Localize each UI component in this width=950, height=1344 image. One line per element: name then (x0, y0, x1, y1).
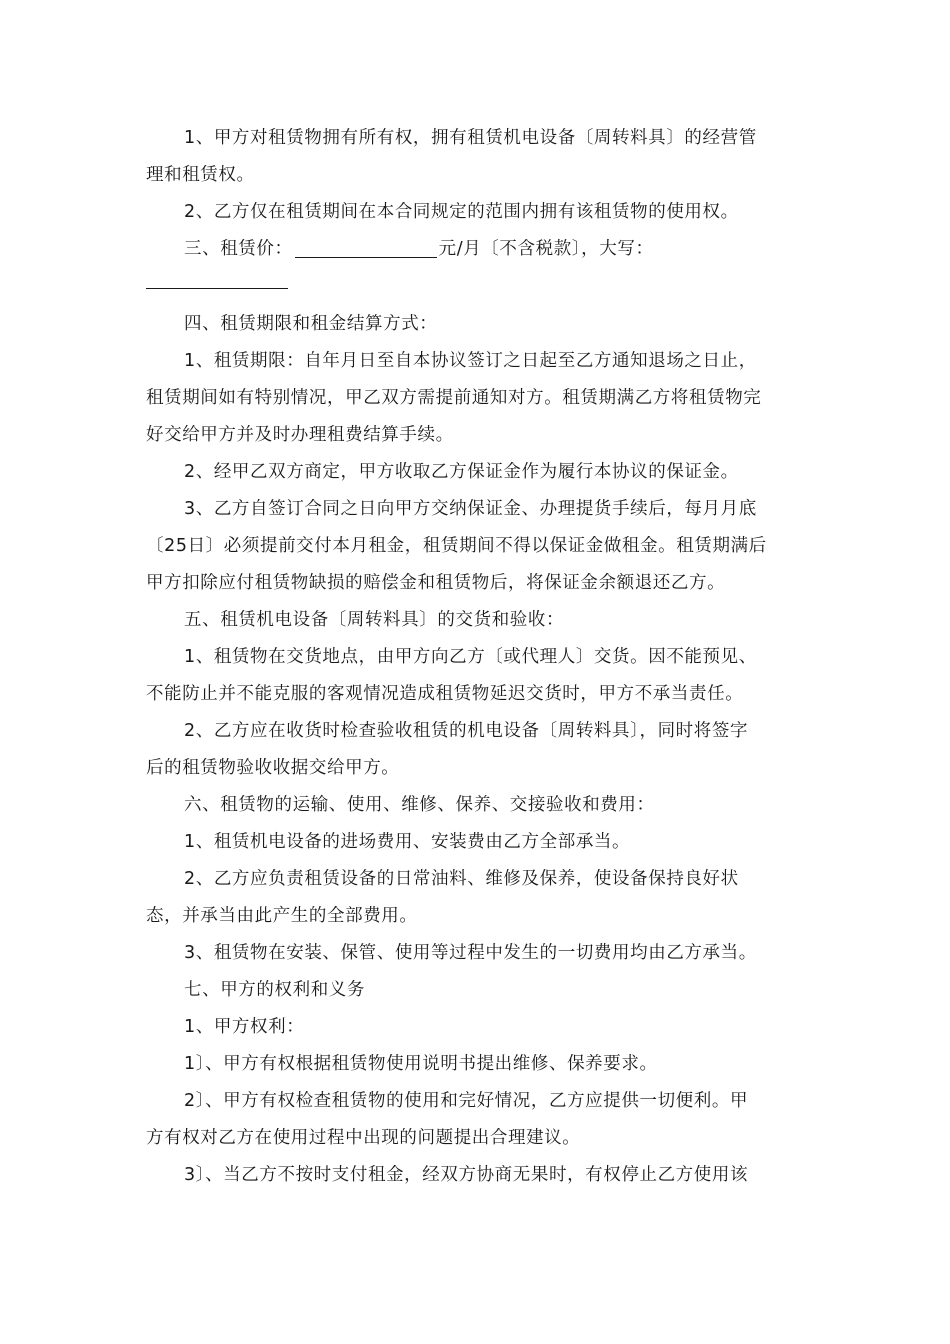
paragraph-maintenance (146, 861, 788, 935)
subheading-party-a-rights: 1、甲方权利： (184, 1017, 305, 1037)
paragraph-right-1: 1〕、甲方有权根据租赁物使用说明书提出维修、保养要求。 (184, 1054, 658, 1074)
paragraph-entry-cost: 1、租赁机电设备的进场费用、安装费由乙方全部承当。 (184, 832, 631, 852)
text-line: 2、乙方应负责租赁设备的日常油料、维修及保养，使设备保持良好状 (184, 869, 739, 889)
text-line: 1、租赁期限：自年月日至自本协议签订之日起至乙方通知退场之日止， (184, 351, 757, 371)
paragraph-right-3: 3〕、当乙方不按时支付租金，经双方协商无果时，有权停止乙方使用该 (184, 1165, 749, 1185)
text-line: 1、租赁物在交货地点，由甲方向乙方〔或代理人〕交货。因不能预见、 (184, 647, 757, 667)
text-line: 租赁期间如有特别情况，甲乙双方需提前通知对方。租赁期满乙方将租赁物完 (146, 388, 762, 408)
paragraph-delivery (146, 639, 788, 713)
paragraph-inspection (146, 713, 788, 787)
price-blank-field[interactable] (295, 235, 437, 258)
section-heading-transport: 六、租赁物的运输、使用、维修、保养、交接验收和费用： (184, 795, 655, 815)
text-line: 〔25日〕必须提前交付本月租金，租赁期间不得以保证金做租金。租赁期满后 (146, 536, 767, 556)
section-heading-delivery: 五、租赁机电设备〔周转料具〕的交货和验收： (184, 610, 565, 630)
document-page (146, 120, 788, 1194)
paragraph-deposit: 2、经甲乙双方商定，甲方收取乙方保证金作为履行本协议的保证金。 (184, 462, 739, 482)
text-line: 后的租赁物验收收据交给甲方。 (146, 758, 400, 778)
text-line: 方有权对乙方在使用过程中出现的问题提出合理建议。 (146, 1128, 581, 1148)
paragraph-usage-right: 2、乙方仅在租赁期间在本合同规定的范围内拥有该租赁物的使用权。 (184, 202, 739, 222)
paragraph-lease-term (146, 343, 788, 454)
text-line: 1、甲方对租赁物拥有所有权，拥有租赁机电设备〔周转料具〕的经营管 (184, 128, 757, 148)
text-line: 理和租赁权。 (146, 165, 255, 185)
text-line: 3、乙方自签订合同之日向甲方交纳保证金、办理提货手续后，每月月底 (184, 499, 757, 519)
section-heading-rights: 七、甲方的权利和义务 (184, 980, 365, 1000)
price-uppercase-blank-field[interactable] (146, 268, 288, 289)
text-line: 2〕、甲方有权检查租赁物的使用和完好情况，乙方应提供一切便利。甲 (184, 1091, 749, 1111)
text-line: 不能防止并不能克服的客观情况造成租赁物延迟交货时，甲方不承当责任。 (146, 684, 744, 704)
text-line: 好交给甲方并及时办理租费结算手续。 (146, 425, 454, 445)
text-line: 2、乙方应在收货时检查验收租赁的机电设备〔周转料具〕，同时将签字 (184, 721, 749, 741)
section-heading-term: 四、租赁期限和租金结算方式： (184, 314, 438, 334)
rental-price-label: 三、租赁价： (184, 239, 293, 259)
paragraph-usage-cost: 3、租赁物在安装、保管、使用等过程中发生的一切费用均由乙方承当。 (184, 943, 757, 963)
paragraph-right-2 (146, 1083, 788, 1157)
paragraph-payment (146, 491, 788, 602)
text-line: 甲方扣除应付租赁物缺损的赔偿金和租赁物后，将保证金余额退还乙方。 (146, 573, 726, 593)
paragraph-ownership (146, 120, 788, 194)
paragraph-rental-price (146, 231, 788, 268)
rental-price-unit: 元/月〔不含税款〕，大写： (438, 239, 654, 259)
text-line: 态，并承当由此产生的全部费用。 (146, 906, 418, 926)
